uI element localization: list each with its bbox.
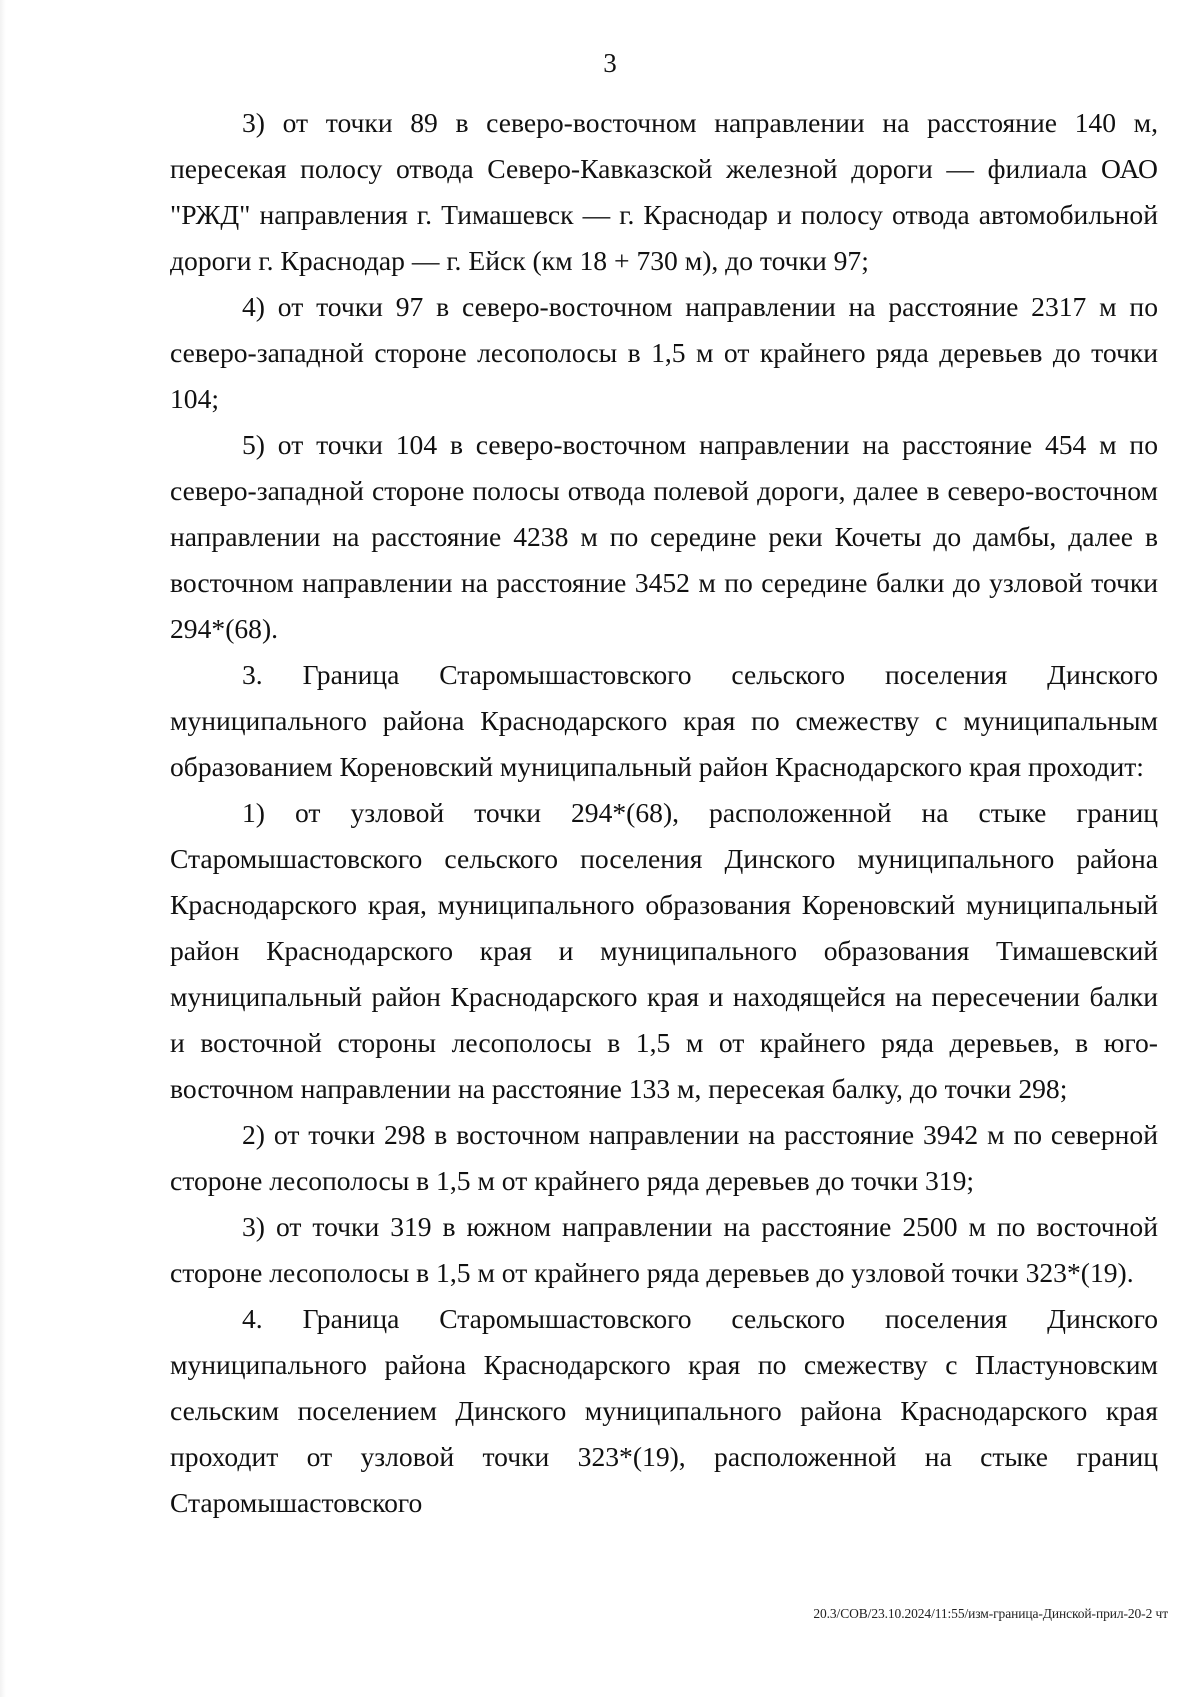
document-body <box>170 100 1158 1526</box>
paragraph-item-5-point-104: 5) от точки 104 в северо-восточном направлении на расстояние 454 м по северо-западной стороне полосы отвода полевой дороги, далее в северо-восточном направлении на расстояние 4238 м по середине реки Кочеты до дамбы, далее в восточном направлении на расстояние 3452 м по середине балки до узловой точки 294*(68). <box>170 429 1158 644</box>
document-footer-code: 20.3/СОВ/23.10.2024/11:55/изм-граница-Динской-прил-20-2 чт <box>813 1606 1168 1621</box>
paragraph-item-3-point-89: 3) от точки 89 в северо-восточном направлении на расстояние 140 м, пересекая полосу отвода Северо-Кавказской железной дороги — филиала ОАО "РЖД" направления г. Тимашевск — г. Краснодар и полосу отвода автомобильной дороги г. Краснодар — г. Ейск (км 18 + 730 м), до точки 97; <box>170 107 1158 276</box>
paragraph-item-1-point-294: 1) от узловой точки 294*(68), расположенной на стыке границ Старомышастовского сельского поселения Динского муниципального района Краснодарского края, муниципального образования Кореновский муниципальный район Краснодарского края и муниципального образования Тимашевский муниципальный район Краснодарского края и находящейся на пересечении балки и восточной стороны лесополосы в 1,5 м от крайнего ряда деревьев, в юго-восточном направлении на расстояние 133 м, пересекая балку, до точки 298; <box>170 797 1158 1104</box>
paragraph-section-4: 4. Граница Старомышастовского сельского поселения Динского муниципального района Краснодарского края по смежеству с Пластуновским сельским поселением Динского муниципального района Краснодарского края проходит от узловой точки 323*(19), расположенной на стыке границ Старомышастовского <box>170 1303 1158 1518</box>
paragraph-item-4-point-97: 4) от точки 97 в северо-восточном направлении на расстояние 2317 м по северо-западной стороне лесополосы в 1,5 м от крайнего ряда деревьев до точки 104; <box>170 291 1158 414</box>
scan-edge <box>0 0 6 1697</box>
paragraph-item-2-point-298: 2) от точки 298 в восточном направлении на расстояние 3942 м по северной стороне лесополосы в 1,5 м от крайнего ряда деревьев до точки 319; <box>170 1119 1158 1196</box>
page-number: 3 <box>603 48 617 78</box>
paragraph-item-3-point-319: 3) от точки 319 в южном направлении на расстояние 2500 м по восточной стороне лесополосы в 1,5 м от крайнего ряда деревьев до узловой точки 323*(19). <box>170 1211 1158 1288</box>
paragraph-section-3: 3. Граница Старомышастовского сельского поселения Динского муниципального района Краснодарского края по смежеству с муниципальным образованием Кореновский муниципальный район Краснодарского края проходит: <box>170 659 1158 782</box>
